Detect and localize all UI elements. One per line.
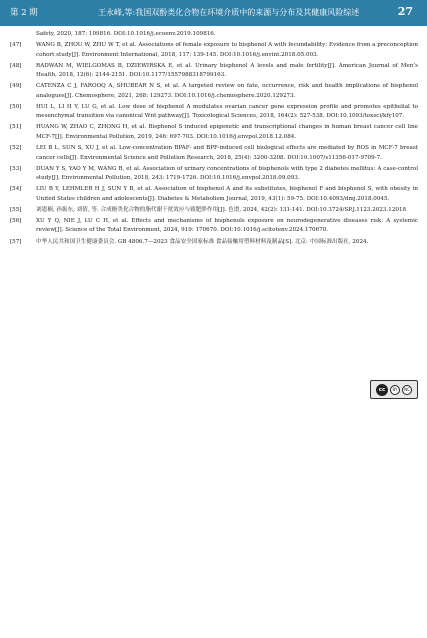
reference-text: LIU B Y, LEHMLER H J, SUN Y B, et al. Association of bisphenol A and its substitutes, bisphenol F and bisphenol S, with obesity in United States children and adolescents[J]. Diabetes & Metabolism Journal, 2019, 43(1): 59-75. DOI:10.4093/dmj.2018.0045. (36, 186, 418, 202)
reference-number: [50] (10, 103, 22, 110)
reference-item (10, 82, 418, 101)
issue-label: 第 2 期 (10, 8, 38, 18)
cc-license-badge (370, 380, 418, 399)
attribution-icon: BY (390, 385, 400, 395)
reference-item (10, 185, 418, 204)
creative-commons-icon: cc (376, 384, 388, 396)
reference-number: [53] (10, 165, 22, 172)
reference-number: [47] (10, 42, 22, 49)
reference-item (10, 41, 418, 60)
reference-item (10, 62, 418, 81)
reference-item (10, 238, 418, 248)
reference-text: RADWAN M, WIELGOMAS B, DZIEWIRSKA E, et al. Urinary bisphenol A levels and male fertility[J]. American Journal of Men’s Health, 2018, 12(6): 2144-2151. DOI:10.1177/1557988318799163. (36, 62, 418, 79)
reference-text: 刘恩楠, 孙振东, 刘倩, 等. 合成酚类化合物的脂代谢干扰效应与致肥胖作用[J]. 色谱, 2024, 42(2): 131-141. DOI:10.3724/SP.J.1123.2023.12018 (36, 206, 407, 213)
reference-item (10, 103, 418, 122)
reference-item (10, 144, 418, 163)
reference-number: [49] (10, 83, 22, 90)
reference-text: WANG B, ZHOU W, ZHU W T, et al. Associations of female exposure to bisphenol A with fecundability: Evidence from a preconception cohort study[J]. Environment International, 2018, 117: 139-145. DOI:10.1016/j.envint.2018.05.003. (36, 42, 418, 58)
reference-text: DUAN Y S, YAO Y M, WANG B, et al. Association of urinary concentrations of bisphenols with type 2 diabetes mellitus: A case-control study[J]. Environmental Pollution, 2018, 243: 1719-1726. DOI:10.1016/j.envpol.2018.09.093. (36, 165, 418, 182)
reference-text: LEI B L, SUN S, XU J, et al. Low-concentration BPAF- and BPF-induced cell biological effects are mediated by ROS in MCF-7 breast cancer cells[J]. Environmental Science and Pollution Research, 2018, 25(4): 3200-3208. DOI:10.1007/s11356-017-9709-7. (36, 145, 418, 161)
reference-number: [48] (10, 62, 22, 69)
running-title: 王永峰,等:我国双酚类化合物在环境介质中的来源与分布及其健康风险综述 (98, 8, 360, 17)
reference-number: [57] (10, 238, 22, 245)
reference-item (10, 30, 418, 40)
reference-item (10, 206, 418, 216)
reference-text: XU Y Q, NIE J, LU C H, et al. Effects and mechanisms of bisphenols exposure on neurodegenerative diseases risk: A systemic review[J]. Science of the Total Environment, 2024, 919: 170670. DOI:10.1016/j.scitotenv.2024.170670. (36, 217, 418, 234)
reference-item (10, 123, 418, 142)
reference-text: HUI L, LI H Y, LU G, et al. Low dose of bisphenol A modulates ovarian cancer gene expression profile and promotes epithelial to mesenchymal transition via canonical Wnt pathway[J]. Toxicological Sciences, 2018, 164(2): 527-538. DOI:10.1093/toxsci/kfy107. (36, 103, 418, 120)
reference-text: CATENZA C J, FAROOQ A, SHUBEAR N S, et al. A targeted review on fate, occurrence, risk and health implications of bisphenol analogues[J]. Chemosphere, 2021, 268: 129273. DOI:10.1016/j.chemosphere.2020.129273. (36, 83, 418, 99)
reference-number: [56] (10, 217, 22, 224)
reference-text: Safety, 2020, 187: 109816. DOI:10.1016/j.ecoenv.2019.109816. (36, 31, 216, 37)
reference-number: [54] (10, 186, 22, 193)
page-header (0, 0, 427, 26)
reference-list (10, 30, 418, 249)
reference-text: 中华人民共和国卫生健康委员会. GB 4806.7—2023 食品安全国家标准 食品接触用塑料材料及制品[S]. 北京: 中国标准出版社, 2024. (36, 238, 369, 245)
reference-item (10, 217, 418, 236)
page-number: 27 (397, 5, 413, 18)
noncommercial-icon: NC (402, 385, 412, 395)
reference-item (10, 165, 418, 184)
reference-number: [51] (10, 124, 22, 131)
reference-number: [52] (10, 145, 22, 152)
reference-number: [55] (10, 206, 22, 213)
reference-text: HUANG W, ZHAO C, ZHONG H, et al. Bisphenol S induced epigenetic and transcriptional changes in human breast cancer cell line MCF-7[J]. Environmental Pollution, 2019, 246: 697-703. DOI:10.1016/j.envpol.2018.12.084. (36, 124, 418, 140)
